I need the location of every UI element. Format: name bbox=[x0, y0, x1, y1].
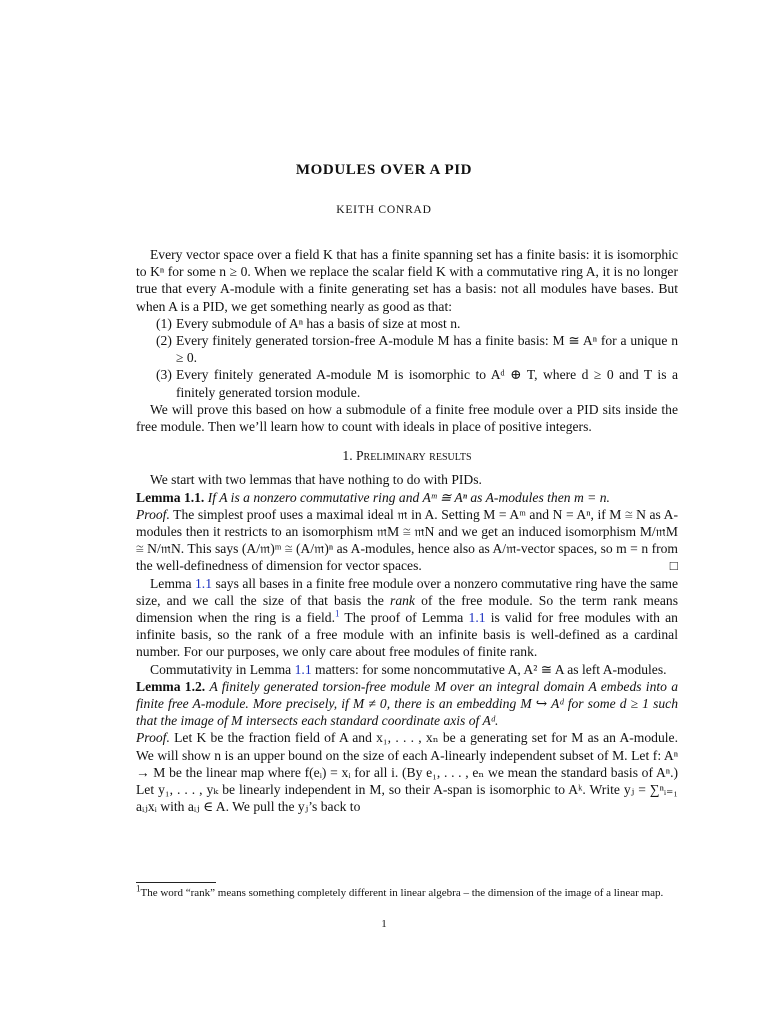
text-run: of the free module. So the term rank means dimension when the ring is a field. bbox=[136, 592, 678, 626]
lemma-statement: A finitely generated torsion-free module M over an integral domain A embeds into a finite free A-module. More precisely, if M ≠ 0, there is an embedding M ↪ Aᵈ for some d ≥ 1 such that the image of M intersects each standard coordinate axis of Aᵈ. bbox=[136, 678, 678, 729]
footnote-text: The word “rank” means something completely different in linear algebra – the dimension of the image of a linear map. bbox=[140, 887, 664, 899]
lemma-label: Lemma 1.2. bbox=[136, 678, 206, 694]
text-run: Lemma bbox=[150, 575, 192, 591]
commutativity-paragraph bbox=[136, 661, 678, 678]
page-number: 1 bbox=[381, 918, 387, 930]
section-title: Preliminary results bbox=[356, 448, 472, 464]
text-run: says all bases in a finite free module over a nonzero commutative ring have the same size, and we call the size of that basis the bbox=[136, 575, 678, 608]
proof-2 bbox=[136, 729, 678, 815]
list-item-text: Every finitely generated torsion-free A-module M has a finite basis: M ≅ Aⁿ for a unique n ≥ 0. bbox=[176, 333, 678, 366]
text-run: matters: for some noncommutative A, A² ≅ A as left A-modules. bbox=[315, 661, 667, 677]
lemma-reference-link[interactable]: 1.1 bbox=[468, 610, 486, 626]
lemma-label: Lemma 1.1. bbox=[136, 489, 205, 505]
list-item-number: (2) bbox=[156, 333, 172, 349]
list-item bbox=[136, 332, 678, 366]
proof-text: Let K be the fraction field of A and x₁, . . . , xₙ be a generating set for M as an A-module. We will show n is an upper bound on the size of each A-linearly independent subset of M. Let f: Aⁿ → M be the linear map where f(eᵢ) = xᵢ for all i. (By e₁, . . . , eₙ we mean the standard basis of Aⁿ.) Let y₁, . . . , yₖ be linearly independent in M, so their A-span is isomorphic to Aᵏ. Write yⱼ = ∑ⁿᵢ₌₁ aᵢⱼxᵢ with aᵢⱼ ∈ A. We pull the yⱼ’s back to bbox=[136, 730, 678, 815]
list-item bbox=[136, 315, 678, 332]
proof-text: The simplest proof uses a maximal ideal 𝔪 in A. Setting M = Aᵐ and N = Aⁿ, if M ≅ N as A-modules then it restricts to an isomorphism 𝔪M ≅ 𝔪N and we get an induced isomorphism M/𝔪M ≅ N/𝔪N. This says (A/𝔪)ᵐ ≅ (A/𝔪)ⁿ as A-modules, hence also as A/𝔪-vector spaces, so m = n from the well-definedness of dimension for vector spaces. bbox=[136, 506, 678, 574]
section-number: 1. bbox=[342, 448, 353, 464]
text-run: is valid for free modules with an infinite basis, so the rank of a free module with an infinite basis is well-defined as a cardinal number. For our purposes, we only care about free modules of finite rank. bbox=[136, 610, 678, 660]
section-heading bbox=[136, 447, 678, 464]
list-item-text: Every submodule of Aⁿ has a basis of size at most n. bbox=[176, 315, 461, 331]
lemma-reference-link[interactable]: 1.1 bbox=[195, 575, 212, 591]
rank-paragraph bbox=[136, 575, 678, 661]
footnote-mark: 1 bbox=[136, 883, 141, 894]
rank-term: rank bbox=[390, 592, 415, 608]
section-intro: We start with two lemmas that have nothing to do with PIDs. bbox=[150, 472, 482, 488]
list-item-number: (3) bbox=[156, 367, 172, 383]
proof-label: Proof. bbox=[136, 506, 170, 522]
paper-body bbox=[136, 246, 678, 816]
text-run: Commutativity in Lemma bbox=[150, 661, 292, 677]
paper-title: MODULES OVER A PID bbox=[295, 162, 473, 178]
list-item-text: Every finitely generated A-module M is isomorphic to Aᵈ ⊕ T, where d ≥ 0 and T is a finitely generated torsion module. bbox=[176, 367, 678, 400]
lemma-1-2 bbox=[136, 678, 678, 730]
proof-1 bbox=[136, 506, 678, 575]
lemma-statement: If A is a nonzero commutative ring and Aᵐ ≅ Aⁿ as A-modules then m = n. bbox=[207, 489, 610, 505]
paper-author: KEITH CONRAD bbox=[336, 204, 432, 216]
qed-symbol: □ bbox=[669, 558, 678, 574]
footnote-rule bbox=[136, 882, 216, 883]
proof-label: Proof. bbox=[136, 730, 170, 746]
intro-paragraph: Every vector space over a field K that has a finite spanning set has a finite basis: it is isomorphic to Kⁿ for some n ≥ 0. When we replace the scalar field K with a commutative ring A, it is no longer true that every A-module with a finite generating set has a basis: not all modules have bases. But when A is a PID, we get something nearly as good as that: bbox=[136, 247, 678, 314]
list-item-number: (1) bbox=[156, 315, 172, 331]
footnote-marker-link[interactable]: 1 bbox=[335, 608, 340, 619]
text-run: The proof of Lemma bbox=[344, 610, 464, 626]
lemma-1-1 bbox=[136, 489, 678, 506]
footnote bbox=[136, 883, 678, 900]
lemma-reference-link[interactable]: 1.1 bbox=[294, 661, 312, 677]
result-list bbox=[136, 315, 678, 401]
list-item bbox=[136, 366, 678, 400]
plan-paragraph: We will prove this based on how a submodule of a finite free module over a PID sits inside the free module. Then we’ll learn how to count with ideals in place of positive integers. bbox=[136, 401, 678, 435]
